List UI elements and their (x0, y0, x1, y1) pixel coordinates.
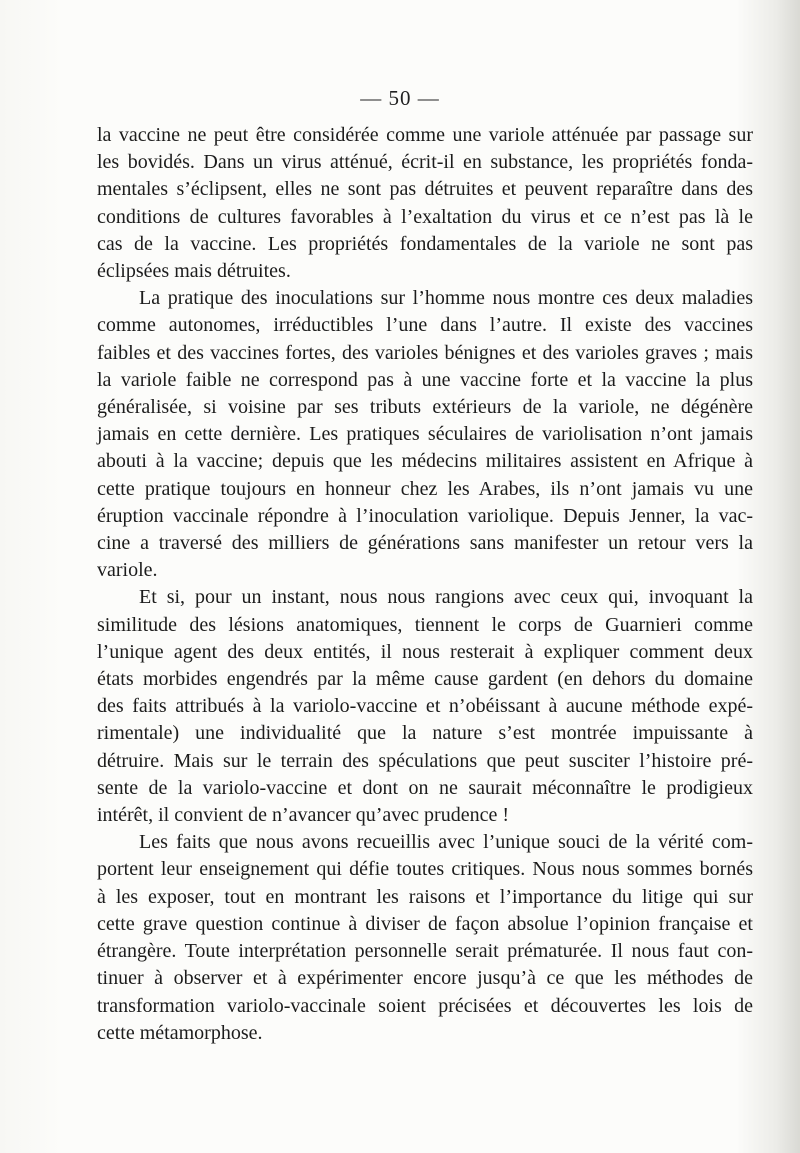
text-line: La pratique des inoculations sur l’homme nous montre ces deux maladies (139, 287, 753, 310)
text-line: cette pratique toujours en honneur chez les Arabes, ils n’ont jamais vu une (97, 477, 753, 500)
text-line: cette grave question continue à diviser de façon absolue l’opinion française et (97, 912, 753, 935)
paragraph-4 (97, 829, 753, 1047)
text-line: transformation variolo-vaccinale soient précisées et découvertes les lois de (97, 994, 753, 1017)
text-line: portent leur enseignement qui défie toutes critiques. Nous nous sommes bornés (97, 858, 753, 881)
text-line: éclipsées mais détruites. (97, 260, 291, 283)
text-line: étrangère. Toute interprétation personnelle serait prématurée. Il nous faut con- (97, 940, 753, 963)
text-line: Les faits que nous avons recueillis avec l’unique souci de la vérité com- (139, 831, 753, 854)
paragraph-3 (97, 584, 753, 829)
text-line: états morbides engendrés par la même cause gardent (en dehors du domaine (97, 668, 753, 691)
text-line: les bovidés. Dans un virus atténué, écrit-il en substance, les propriétés fonda- (97, 151, 753, 174)
text-line: tinuer à observer et à expérimenter encore jusqu’à ce que les méthodes de (97, 967, 753, 990)
text-line: détruire. Mais sur le terrain des spéculations que peut susciter l’histoire pré- (97, 749, 753, 772)
text-line: jamais en cette dernière. Les pratiques séculaires de variolisation n’ont jamais (97, 423, 753, 446)
text-line: Et si, pour un instant, nous nous rangions avec ceux qui, invoquant la (139, 586, 753, 609)
text-line: la vaccine ne peut être considérée comme une variole atténuée par passage sur (97, 124, 753, 146)
text-line: à les exposer, tout en montrant les raisons et l’importance du litige qui sur (97, 885, 753, 908)
text-line: abouti à la vaccine; depuis que les médecins militaires assistent en Afrique à (97, 450, 753, 473)
page-number: — 50 — (360, 86, 440, 110)
text-line: cine a traversé des milliers de générations sans manifester un retour vers la (97, 532, 753, 555)
paragraph-1 (97, 122, 753, 285)
text-line: la variole faible ne correspond pas à une vaccine forte et la vaccine la plus (97, 368, 753, 391)
text-line: rimentale) une individualité que la nature s’est montrée impuissante à (97, 722, 753, 745)
paragraph-2 (97, 285, 753, 584)
text-line: sente de la variolo-vaccine et dont on ne saurait méconnaître le prodigieux (97, 776, 753, 799)
text-line: des faits attribués à la variolo-vaccine et n’obéissant à aucune méthode expé- (97, 695, 753, 718)
text-line: cette métamorphose. (97, 1021, 263, 1044)
text-line: comme autonomes, irréductibles l’une dans l’autre. Il existe des vaccines (97, 314, 753, 337)
text-line: généralisée, si voisine par ses tributs extérieurs de la variole, ne dégénère (97, 396, 753, 419)
text-line: cas de la vaccine. Les propriétés fondamentales de la variole ne sont pas (97, 232, 753, 255)
text-line: faibles et des vaccines fortes, des varioles bénignes et des varioles graves ; mais (97, 341, 753, 364)
text-line: intérêt, il convient de n’avancer qu’avec prudence ! (97, 804, 510, 827)
text-line: conditions de cultures favorables à l’exaltation du virus et ce n’est pas là le (97, 205, 753, 228)
body-text (97, 122, 753, 1047)
text-line: mentales s’éclipsent, elles ne sont pas détruites et peuvent reparaître dans des (97, 178, 753, 201)
text-line: similitude des lésions anatomiques, tiennent le corps de Guarnieri comme (97, 613, 753, 636)
text-line: l’unique agent des deux entités, il nous resterait à expliquer comment deux (97, 640, 753, 663)
text-line: variole. (97, 559, 158, 582)
text-line: éruption vaccinale répondre à l’inoculation variolique. Depuis Jenner, la vac- (97, 504, 753, 527)
